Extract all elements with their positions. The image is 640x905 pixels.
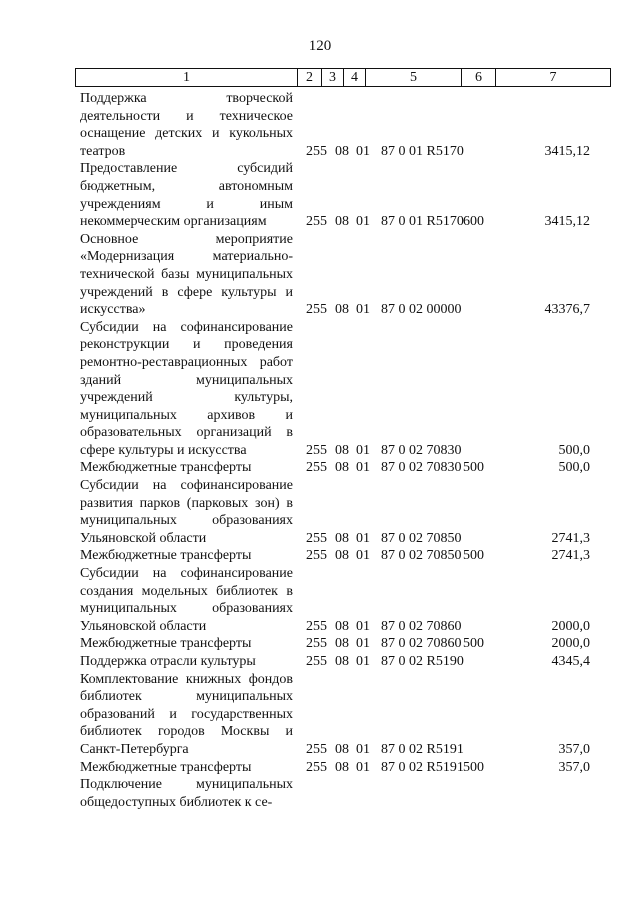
header-col-7: 7 (549, 70, 557, 85)
target-article-code: 87 0 02 R5191 (381, 759, 464, 775)
admin-code: 255 (306, 143, 327, 159)
target-article-code: 87 0 02 70860 (381, 618, 462, 634)
subsection-code: 01 (356, 636, 370, 652)
row-name: Субсидии на софинансирование создания модельных библиотек в муниципальных образованиях Ульяновской области (80, 566, 293, 634)
row-name: Межбюджетные трансферты (80, 548, 252, 564)
amount: 2741,3 (551, 548, 590, 564)
admin-code: 255 (306, 741, 327, 757)
subsection-code: 01 (356, 214, 370, 230)
row-name: Межбюджетные трансферты (80, 460, 252, 476)
header-col-4: 4 (344, 69, 366, 86)
table-row (80, 759, 610, 777)
table-row (80, 319, 610, 460)
admin-code: 255 (306, 654, 327, 669)
admin-code: 255 (306, 636, 327, 652)
expense-type-code (463, 143, 493, 161)
table-row (80, 90, 610, 160)
header-col-2: 2 (298, 69, 322, 86)
subsection-code: 01 (356, 548, 370, 564)
target-article-code: 87 0 02 00000 (381, 302, 462, 318)
budget-table-body (80, 90, 610, 811)
expense-type-code: 500 (463, 460, 484, 476)
table-row (80, 671, 610, 759)
amount: 500,0 (558, 442, 590, 458)
expense-type-code (463, 301, 493, 319)
section-code: 08 (335, 548, 349, 564)
subsection-code: 01 (356, 741, 370, 757)
amount: 2000,0 (551, 636, 590, 652)
subsection-code: 01 (356, 143, 370, 159)
subsection-code: 01 (356, 654, 370, 669)
amount: 357,0 (558, 741, 590, 757)
row-name: Поддержка отрасли культуры (80, 654, 256, 669)
table-row (80, 160, 610, 230)
section-code: 08 (335, 460, 349, 476)
expense-type-code (463, 653, 493, 671)
subsection-code: 01 (356, 759, 370, 775)
table-row (80, 653, 610, 671)
table-row (80, 565, 610, 635)
table-row (80, 459, 610, 477)
header-col-1: 1 (76, 69, 298, 86)
page-number: 120 (308, 38, 332, 54)
table-row (80, 635, 610, 653)
table-row (80, 776, 610, 811)
subsection-code: 01 (356, 618, 370, 634)
admin-code: 255 (306, 548, 327, 564)
target-article-code: 87 0 02 70850 (381, 548, 462, 564)
amount: 4345,4 (551, 654, 590, 669)
expense-type-code: 500 (463, 759, 484, 775)
table-header (75, 68, 611, 87)
expense-type-code (463, 741, 493, 759)
table-row (80, 231, 610, 319)
header-col-3: 3 (322, 69, 344, 86)
section-code: 08 (335, 636, 349, 652)
expense-type-code (463, 530, 493, 548)
row-name: Подключение муниципальных общедоступных библиотек к се- (80, 777, 293, 810)
row-name: Предоставление субсидий бюджетным, автономным учреждениям и иным некоммерческим организациям (80, 161, 293, 230)
row-name: Субсидии на софинансирование реконструкции и проведения ремонтно-реставрационных работ зданий муниципальных учреждений культуры, муниципальных архивов и образовательных организаций в сфере культуры и искусства (80, 319, 293, 458)
subsection-code: 01 (356, 442, 370, 458)
target-article-code: 87 0 01 R5170 (381, 214, 464, 230)
admin-code: 255 (306, 214, 327, 230)
expense-type-code: 600 (463, 214, 484, 230)
subsection-code: 01 (356, 460, 370, 476)
target-article-code: 87 0 01 R5170 (381, 143, 464, 159)
target-article-code: 87 0 02 70860 (381, 636, 462, 652)
admin-code: 255 (306, 618, 327, 634)
expense-type-code: 500 (463, 548, 484, 564)
amount: 357,0 (558, 759, 590, 775)
target-article-code: 87 0 02 70830 (381, 442, 462, 458)
section-code: 08 (335, 214, 349, 230)
section-code: 08 (335, 654, 349, 669)
admin-code: 255 (306, 759, 327, 775)
header-col-5: 5 (366, 69, 462, 86)
expense-type-code (463, 442, 493, 460)
section-code: 08 (335, 618, 349, 634)
section-code: 08 (335, 302, 349, 318)
subsection-code: 01 (356, 302, 370, 318)
section-code: 08 (335, 143, 349, 159)
amount: 500,0 (558, 460, 590, 476)
row-name: Межбюджетные трансферты (80, 759, 252, 775)
section-code: 08 (335, 530, 349, 546)
row-name: Комплектование книжных фондов библиотек муниципальных образований и государственных библиотек городов Москвы и Санкт-Петербурга (80, 671, 293, 757)
subsection-code: 01 (356, 530, 370, 546)
section-code: 08 (335, 442, 349, 458)
amount: 3415,12 (544, 214, 590, 230)
target-article-code: 87 0 02 70850 (381, 530, 462, 546)
row-name: Поддержка творческой деятельности и техническое оснащение детских и кукольных театров (80, 91, 293, 159)
amount: 2741,3 (551, 530, 590, 546)
table-row (80, 477, 610, 547)
section-code: 08 (335, 741, 349, 757)
amount: 2000,0 (551, 618, 590, 634)
row-name: Межбюджетные трансферты (80, 636, 252, 652)
expense-type-code: 500 (463, 636, 484, 652)
admin-code: 255 (306, 442, 327, 458)
header-col-6: 6 (462, 69, 496, 86)
admin-code: 255 (306, 530, 327, 546)
section-code: 08 (335, 759, 349, 775)
row-name: Субсидии на софинансирование развития парков (парковых зон) в муниципальных образованиях Ульяновской области (80, 478, 293, 546)
admin-code: 255 (306, 460, 327, 476)
amount: 43376,7 (544, 302, 590, 318)
target-article-code: 87 0 02 70830 (381, 460, 462, 476)
target-article-code: 87 0 02 R5191 (381, 741, 464, 757)
table-row (80, 547, 610, 565)
admin-code: 255 (306, 302, 327, 318)
target-article-code: 87 0 02 R5190 (381, 654, 464, 669)
expense-type-code (463, 618, 493, 636)
row-name: Основное мероприятие «Модернизация материально-технической базы муниципальных учреждений в сфере культуры и искусства» (80, 231, 293, 318)
amount: 3415,12 (544, 143, 590, 159)
